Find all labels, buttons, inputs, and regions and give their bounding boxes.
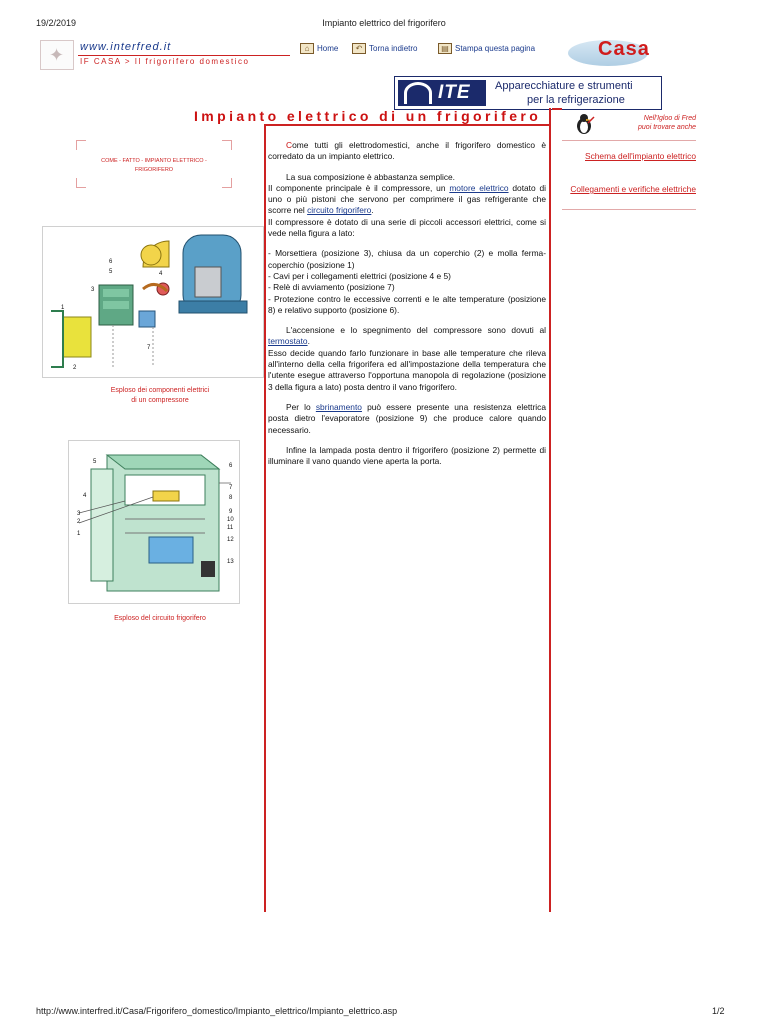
figure-1-caption xyxy=(60,386,260,406)
fig2-label-2: 2 xyxy=(77,519,81,525)
ite-logo-text: ITE xyxy=(438,82,471,103)
terminal-box xyxy=(195,267,221,297)
fig2-label-4: 4 xyxy=(83,493,87,499)
sponsor-banner[interactable] xyxy=(394,76,662,110)
igloo-note-line-1: Nell'Igloo di Fred xyxy=(643,115,696,122)
figure-1-caption-line-1: Esploso dei componenti elettrici xyxy=(110,387,210,394)
compressor-drawing xyxy=(43,227,263,377)
fig2-label-7: 7 xyxy=(229,485,233,491)
list-item: - Protezione contro le eccessive correnti e le alte temperature (posizione 8) e relativo supporto (posizione 6). xyxy=(268,293,546,315)
fig1-label-6: 6 xyxy=(109,259,113,265)
right-column-divider xyxy=(549,108,551,912)
breadcrumb[interactable]: IF CASA > Il frigorifero domestico xyxy=(80,57,250,66)
article-paragraph: Il compressore è dotato di una serie di piccoli accessori elettrici, come si vede nella figura a lato: xyxy=(268,216,546,239)
fig2-label-1: 1 xyxy=(77,531,81,537)
article-text: L'accensione e lo spegnimento del compressore sono dovuti al xyxy=(286,325,546,336)
fig2-label-11: 11 xyxy=(227,525,234,531)
article-text: ome tutti gli elettrodomestici, anche il frigorifero domestico è corredato da un impianto elettrico. xyxy=(268,140,546,162)
print-link-label: Stampa questa pagina xyxy=(455,44,536,53)
fig2-label-3: 3 xyxy=(77,511,81,517)
refrigerator-drawing xyxy=(69,441,239,603)
fig1-label-5: 5 xyxy=(109,269,113,275)
sponsor-line-1: Apparecchiature e strumenti xyxy=(495,80,633,92)
compressor-unit xyxy=(201,561,215,577)
article-paragraph xyxy=(268,183,546,217)
drop-initial: C xyxy=(286,140,293,150)
figure-2-caption: Esploso del circuito frigorifero xyxy=(114,615,206,622)
igloo-note xyxy=(600,114,696,132)
article-text: . xyxy=(307,336,310,347)
article-text: . xyxy=(371,205,374,216)
crisper-drawer xyxy=(149,537,193,563)
print-page-number: 1/2 xyxy=(712,1006,725,1016)
header-divider xyxy=(78,55,290,56)
cable-connector xyxy=(139,311,155,327)
right-column-rule xyxy=(562,140,696,141)
site-logo[interactable] xyxy=(40,40,74,70)
article-text: Il componente principale è il compressore, un xyxy=(268,182,446,193)
article-paragraph: Infine la lampada posta dentro il frigorifero (posizione 2) permette di illuminare il vano quando viene aperta la porta. xyxy=(268,444,546,467)
schema-impianto-link[interactable]: Schema dell'impianto elettrico xyxy=(585,151,696,161)
compressor-base xyxy=(179,301,247,313)
penguin-drawing xyxy=(572,113,596,135)
left-column-divider xyxy=(264,124,266,912)
casa-logo-text: Casa xyxy=(598,38,650,60)
penguin-icon xyxy=(572,113,596,135)
collegamenti-verifiche-link[interactable]: Collegamenti e verifiche elettriche xyxy=(570,184,696,194)
corner-mark xyxy=(222,178,232,188)
home-link[interactable] xyxy=(300,43,338,54)
article-text: dotato di uno o più pistoni che servono per comprimere il gas refrigerante che scorre nel xyxy=(268,182,547,216)
star-icon: ✦ xyxy=(49,45,65,65)
article-paragraph: La sua composizione è abbastanza semplice. xyxy=(286,171,455,182)
article-paragraph: Esso decide quando farlo funzionare in base alle temperature che rileva all'interno della cella frigorifera ed all'impostazione della temperatura che l'utente esegue attraverso l'opportuna manopola di regolazione (posizione 3 della figura a lato) posta dentro il vano frigorifero. xyxy=(268,347,546,392)
thermostat-knob xyxy=(153,491,179,501)
list-item: - Cavi per i collegamenti elettrici (posizione 4 e 5) xyxy=(268,270,451,281)
home-link-label: Home xyxy=(317,44,339,53)
fig2-label-9: 9 xyxy=(229,509,233,515)
compressor-exploded-figure xyxy=(42,226,264,378)
relay-detail xyxy=(103,289,129,297)
site-url[interactable]: www.interfred.it xyxy=(80,41,172,53)
refrigerator-exploded-figure xyxy=(68,440,240,604)
igloo-note-line-2: puoi trovare anche xyxy=(638,124,696,131)
ite-logo xyxy=(398,80,486,106)
door-panel xyxy=(91,469,113,581)
print-link[interactable] xyxy=(438,43,535,54)
if-casa-logo[interactable] xyxy=(568,40,648,66)
article-text: Per lo xyxy=(286,401,311,412)
corner-mark xyxy=(222,140,232,150)
back-arrow-icon: ↶ xyxy=(352,43,366,54)
article-paragraph xyxy=(268,325,546,348)
right-divider-tick xyxy=(552,108,562,110)
motore-elettrico-link[interactable]: motore elettrico xyxy=(449,182,509,193)
article-body xyxy=(268,140,546,476)
list-item: - Morsettiera (posizione 3), chiusa da un coperchio (2) e molla ferma-coperchio (posizione 1) xyxy=(268,248,546,270)
cover-disc xyxy=(141,245,161,265)
corner-mark xyxy=(76,178,86,188)
component-list xyxy=(268,248,546,316)
article-paragraph xyxy=(268,402,546,436)
corner-mark xyxy=(76,140,86,150)
sbrinamento-link[interactable]: sbrinamento xyxy=(315,401,362,412)
cabinet-top xyxy=(107,455,219,469)
article-text: può essere presente una resistenza elettrica posta dietro l'evaporatore (posizione 9) che produce calore quando necessario. xyxy=(268,401,547,435)
fig2-label-12: 12 xyxy=(227,537,234,543)
igloo-arc-icon xyxy=(404,82,432,104)
article-top-rule xyxy=(264,124,550,126)
fig1-label-3: 3 xyxy=(91,287,95,293)
section-crumb-line-1: COME - FATTO - IMPIANTO ELETTRICO - xyxy=(101,158,207,164)
fig1-label-4: 4 xyxy=(159,271,163,277)
print-url: http://www.interfred.it/Casa/Frigorifero_domestico/Impianto_elettrico/Impianto_elettrico.asp xyxy=(36,1006,398,1016)
printer-icon: ▤ xyxy=(438,43,452,54)
section-crumb-text[interactable] xyxy=(76,157,232,175)
fig2-label-6: 6 xyxy=(229,463,233,469)
print-title: Impianto elettrico del frigorifero xyxy=(322,18,446,28)
relay-detail xyxy=(103,301,129,309)
fig1-label-7: 7 xyxy=(147,345,151,351)
sponsor-line-2: per la refrigerazione xyxy=(527,94,625,106)
page-title: Impianto elettrico di un frigorifero xyxy=(194,108,542,124)
fig1-label-2: 2 xyxy=(73,365,77,371)
home-icon: ⌂ xyxy=(300,43,314,54)
back-link-label: Torna indietro xyxy=(369,44,418,53)
print-date: 19/2/2019 xyxy=(36,18,77,28)
fig1-label-1: 1 xyxy=(61,305,65,311)
termostato-link[interactable]: termostato xyxy=(268,336,308,347)
circuito-frigorifero-link[interactable]: circuito frigorifero xyxy=(307,205,372,216)
figure-1-caption-line-2: di un compressore xyxy=(131,397,189,404)
fig2-label-8: 8 xyxy=(229,495,233,501)
back-link[interactable] xyxy=(352,43,417,54)
list-item: - Relè di avviamento (posizione 7) xyxy=(268,282,395,293)
right-column-rule xyxy=(562,209,696,210)
fig2-label-5: 5 xyxy=(93,459,97,465)
section-crumb-box xyxy=(76,140,232,188)
section-crumb-line-2: FRIGORIFERO xyxy=(134,167,174,173)
article-paragraph xyxy=(268,140,546,163)
overload-protector xyxy=(63,317,91,357)
mounting-clip xyxy=(51,311,63,367)
fig2-label-13: 13 xyxy=(227,559,234,565)
fig2-label-10: 10 xyxy=(227,517,234,523)
